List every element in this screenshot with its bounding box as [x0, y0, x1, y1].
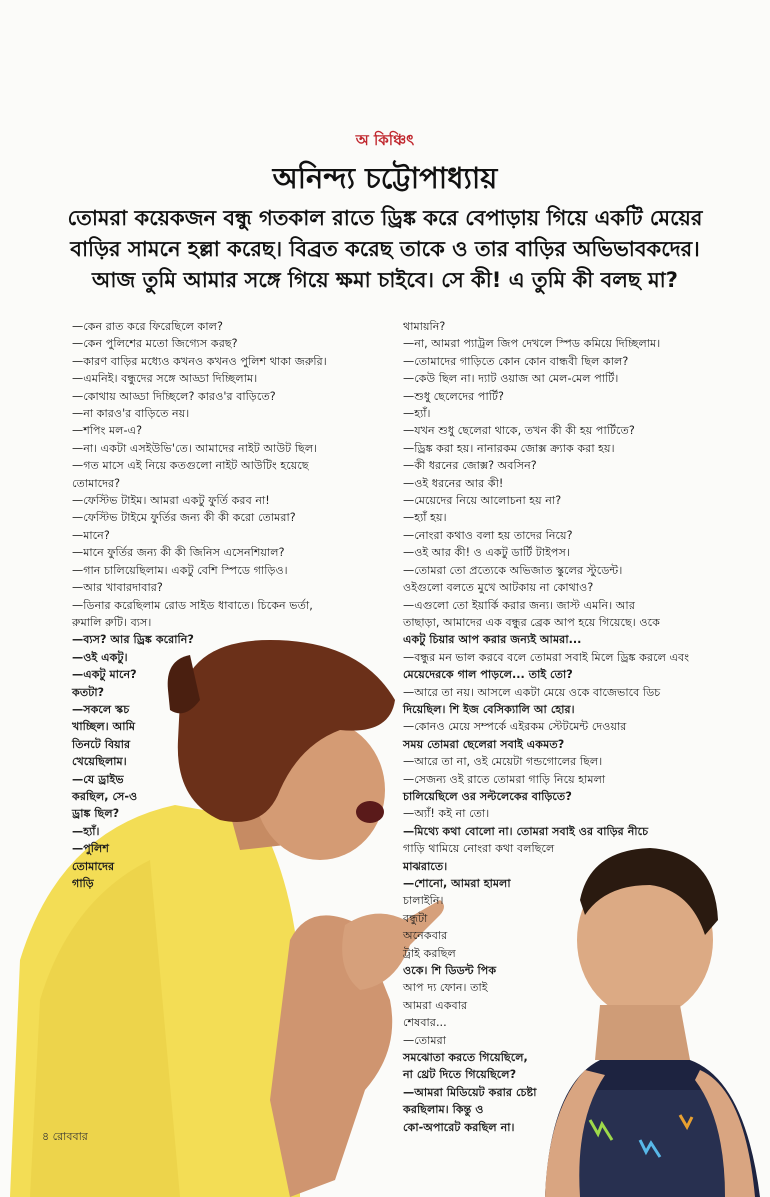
dialogue-line: না থ্রেট দিতে গিয়েছিলে?	[403, 1068, 517, 1082]
dialogue-line: —আর খাবারদাবার?	[72, 581, 163, 595]
dialogue-line: —মেয়েদের নিয়ে আলোচনা হয় না?	[403, 494, 562, 508]
dialogue-line: —না কারও'র বাড়িতে নয়।	[72, 407, 190, 421]
dialogue-line: দিয়েছিল। শি ইজ বেসিক্যালি আ হোর।	[403, 702, 575, 716]
dialogue-line: —ওই ধরনের আর কী!	[403, 476, 504, 490]
dialogue-line: তিনটে বিয়ার	[72, 737, 131, 751]
dialogue-line: —একটু মানে?	[72, 668, 137, 682]
dialogue-line: —অ্যাঁ! কই না তো।	[403, 807, 490, 821]
dialogue-line: —ফেস্টিভ টাইমে ফুর্তির জন্য কী কী করো তোমরা?	[72, 511, 296, 525]
dialogue-line: তাছাড়া, আমাদের এক বন্ধুর ব্রেক আপ হয়ে গিয়েছে। ওকে	[403, 615, 660, 629]
dialogue-line: —কেন পুলিশের মতো জিগ্যেস করছ?	[72, 337, 238, 351]
dialogue-line: —ড্রিঙ্ক করা হয়। নানারকম জোক্স ক্র্যাক করা হয়।	[403, 441, 615, 455]
dialogue-line: ট্রাই করছিল	[403, 946, 456, 960]
dialogue-line: তোমাদের?	[72, 476, 121, 490]
dialogue-line: চালাইনি।	[403, 894, 444, 908]
headline	[60, 203, 710, 296]
dialogue-line: —আরে তা না, ওই মেয়েটা গন্ডগোলের ছিল।	[403, 755, 603, 769]
dialogue-line: মেয়েদেরকে গাল পাড়লে... তাই তো?	[403, 668, 573, 682]
dialogue-line: —হ্যাঁ।	[403, 407, 431, 421]
dialogue-line: ওইগুলো বলতে মুখে আটকায় না কোথাও?	[403, 581, 594, 595]
dialogue-line: —না। একটা এসইউভি'তে। আমাদের নাইট আউট ছিল।	[72, 441, 318, 455]
dialogue-line: —হ্যাঁ।	[72, 824, 100, 838]
headline-line: তোমরা কয়েকজন বন্ধু গতকাল রাতে ড্রিঙ্ক করে বেপাড়ায় গিয়ে একটি মেয়ের	[67, 206, 703, 230]
dialogue-line: —মানে ফুর্তির জন্য কী কী জিনিস এসেনশিয়াল?	[72, 546, 285, 560]
dialogue-line: —শুধু ছেলেদের পার্টি?	[403, 389, 504, 403]
dialogue-line: —আরে তা নয়। আসলে একটা মেয়ে ওকে বাজেভাবে ডিচ	[403, 685, 661, 699]
dialogue-line: করছিল, সে-ও	[72, 789, 138, 803]
dialogue-line: খেয়েছিলাম।	[72, 755, 127, 769]
dialogue-line: ওকে। শি ডিডন্ট পিক	[403, 964, 497, 978]
dialogue-line: ড্রাঙ্ক ছিল?	[72, 807, 120, 821]
dialogue-line: —না, আমরা প্যাট্রল জিপ দেখলে স্পিড কমিয়ে দিচ্ছিলাম।	[403, 337, 661, 351]
dialogue-line: একটু চিয়ার আপ করার জন্যই আমরা...	[403, 633, 582, 647]
dialogue-line: কতটা?	[72, 685, 105, 699]
dialogue-line: —শোনো, আমরা হামলা	[403, 877, 511, 890]
dialogue-line: —পুলিশ	[72, 842, 109, 856]
dialogue-line: —এমনিই। বন্ধুদের সঙ্গে আড্ডা দিচ্ছিলাম।	[72, 372, 258, 386]
dialogue-line: —ডিনার করেছিলাম রোড সাইড ধাবাতে। চিকেন ভর্তা,	[72, 598, 313, 612]
dialogue-line: —যখন শুধু ছেলেরা থাকে, তখন কী কী হয় পার্টিতে?	[403, 424, 635, 438]
dialogue-line: —ব্যস? আর ড্রিঙ্ক করোনি?	[72, 633, 194, 647]
author-byline: অনিন্দ্য চট্টোপাধ্যায়	[272, 161, 498, 195]
dialogue-line: অনেকবার	[403, 929, 448, 943]
dialogue-line: কো-অপারেট করছিল না।	[403, 1120, 515, 1134]
dialogue-line: —হ্যাঁ হয়।	[403, 511, 447, 525]
dialogue-line: চালিয়েছিলে ওর সল্টলেকের বাড়িতে?	[403, 789, 572, 803]
dialogue-line: খাচ্ছিল। আমি	[72, 720, 136, 734]
dialogue-line: থামায়নি?	[403, 320, 446, 333]
dialogue-line: —শপিং মল-এ?	[72, 424, 143, 438]
dialogue-line: —সকলে স্কচ	[72, 702, 130, 716]
dialogue-line: —কোথায় আড্ডা দিচ্ছিলে? কারও'র বাড়িতে?	[72, 389, 276, 403]
article-column-right	[403, 318, 703, 1136]
dialogue-line: —গত মাসে এই নিয়ে কতগুলো নাইট আউটিং হয়েছে	[72, 459, 309, 473]
dialogue-line: —নোংরা কথাও বলা হয় তাদের নিয়ে?	[403, 528, 573, 542]
dialogue-line: আমরা একবার	[403, 998, 468, 1012]
page-folio: ৪ রোববার	[42, 1130, 88, 1143]
dialogue-line: শেষবার...	[403, 1016, 447, 1030]
dialogue-line: সময় তোমরা ছেলেরা সবাই একমত?	[403, 737, 565, 751]
dialogue-line: আপ দ্য ফোন। তাই	[403, 981, 488, 995]
dialogue-line: —মিথ্যে কথা বোলো না। তোমরা সবাই ওর বাড়ির নীচে	[403, 824, 649, 838]
dialogue-line: —সেজন্য ওই রাতে তোমরা গাড়ি নিয়ে হামলা	[403, 772, 606, 786]
dialogue-line: গাড়ি	[72, 877, 94, 890]
dialogue-line: করছিলাম। কিন্তু ও	[403, 1103, 484, 1117]
dialogue-line: —কী ধরনের জোক্স? অবসিন?	[403, 459, 537, 473]
dialogue-line: বন্ধুটা	[403, 911, 428, 925]
dialogue-line: —কারণ বাড়ির মধ্যেও কখনও কখনও পুলিশ থাকা জরুরি।	[72, 354, 327, 368]
dialogue-line: —মানে?	[72, 528, 110, 542]
article-column-left	[72, 318, 372, 892]
dialogue-line: —কেন রাত করে ফিরেছিলে কাল?	[72, 320, 223, 333]
dialogue-line: —কেউ ছিল না। দ্যাট ওয়াজ আ মেল-মেল পার্টি।	[403, 372, 619, 386]
headline-line: বাড়ির সামনে হল্লা করেছ। বিব্রত করেছ তাকে ও তার বাড়ির অভিভাবকদের।	[70, 237, 700, 261]
dialogue-line: —এগুলো তো ইয়ার্কি করার জন্য। জাস্ট এমনি। আর	[403, 598, 635, 612]
dialogue-line: —ফেস্টিভ টাইম। আমরা একটু ফুর্তি করব না!	[72, 494, 270, 508]
section-label: অ কিঞ্চিৎ	[355, 131, 415, 149]
headline-line: আজ তুমি আমার সঙ্গে গিয়ে ক্ষমা চাইবে। সে কী! এ তুমি কী বলছ মা?	[92, 268, 678, 292]
dialogue-line: —কোনও মেয়ে সম্পর্কে এইরকম স্টেটমেন্ট দেওয়ার	[403, 720, 627, 734]
dialogue-line: সমঝোতা করতে গিয়েছিলে,	[403, 1051, 528, 1065]
dialogue-line: —তোমাদের গাড়িতে কোন কোন বান্ধবী ছিল কাল?	[403, 354, 629, 368]
dialogue-line: রুমালি রুটি। ব্যস।	[72, 615, 152, 629]
dialogue-line: গাড়ি থামিয়ে নোংরা কথা বলছিলে	[403, 842, 555, 856]
dialogue-line: —তোমরা তো প্রত্যেকে অভিজাত স্কুলের স্টুডেন্ট।	[403, 563, 623, 577]
dialogue-line: —ওই একটু।	[72, 650, 128, 664]
dialogue-line: —আমরা মিডিয়েট করার চেষ্টা	[403, 1085, 537, 1099]
dialogue-line: —গান চালিয়েছিলাম। একটু বেশি স্পিডে গাড়িও।	[72, 563, 288, 577]
dialogue-line: তোমাদের	[72, 859, 115, 873]
dialogue-line: —তোমরা	[403, 1033, 446, 1047]
dialogue-line: —বন্ধুর মন ভাল করবে বলে তোমরা সবাই মিলে ড্রিঙ্ক করলে এবং	[403, 650, 690, 664]
dialogue-line: —যে ড্রাইভ	[72, 772, 124, 786]
dialogue-line: —ওই আর কী! ও একটু ডার্টি টাইপস।	[403, 546, 570, 560]
dialogue-line: মাঝরাতে।	[403, 859, 448, 873]
